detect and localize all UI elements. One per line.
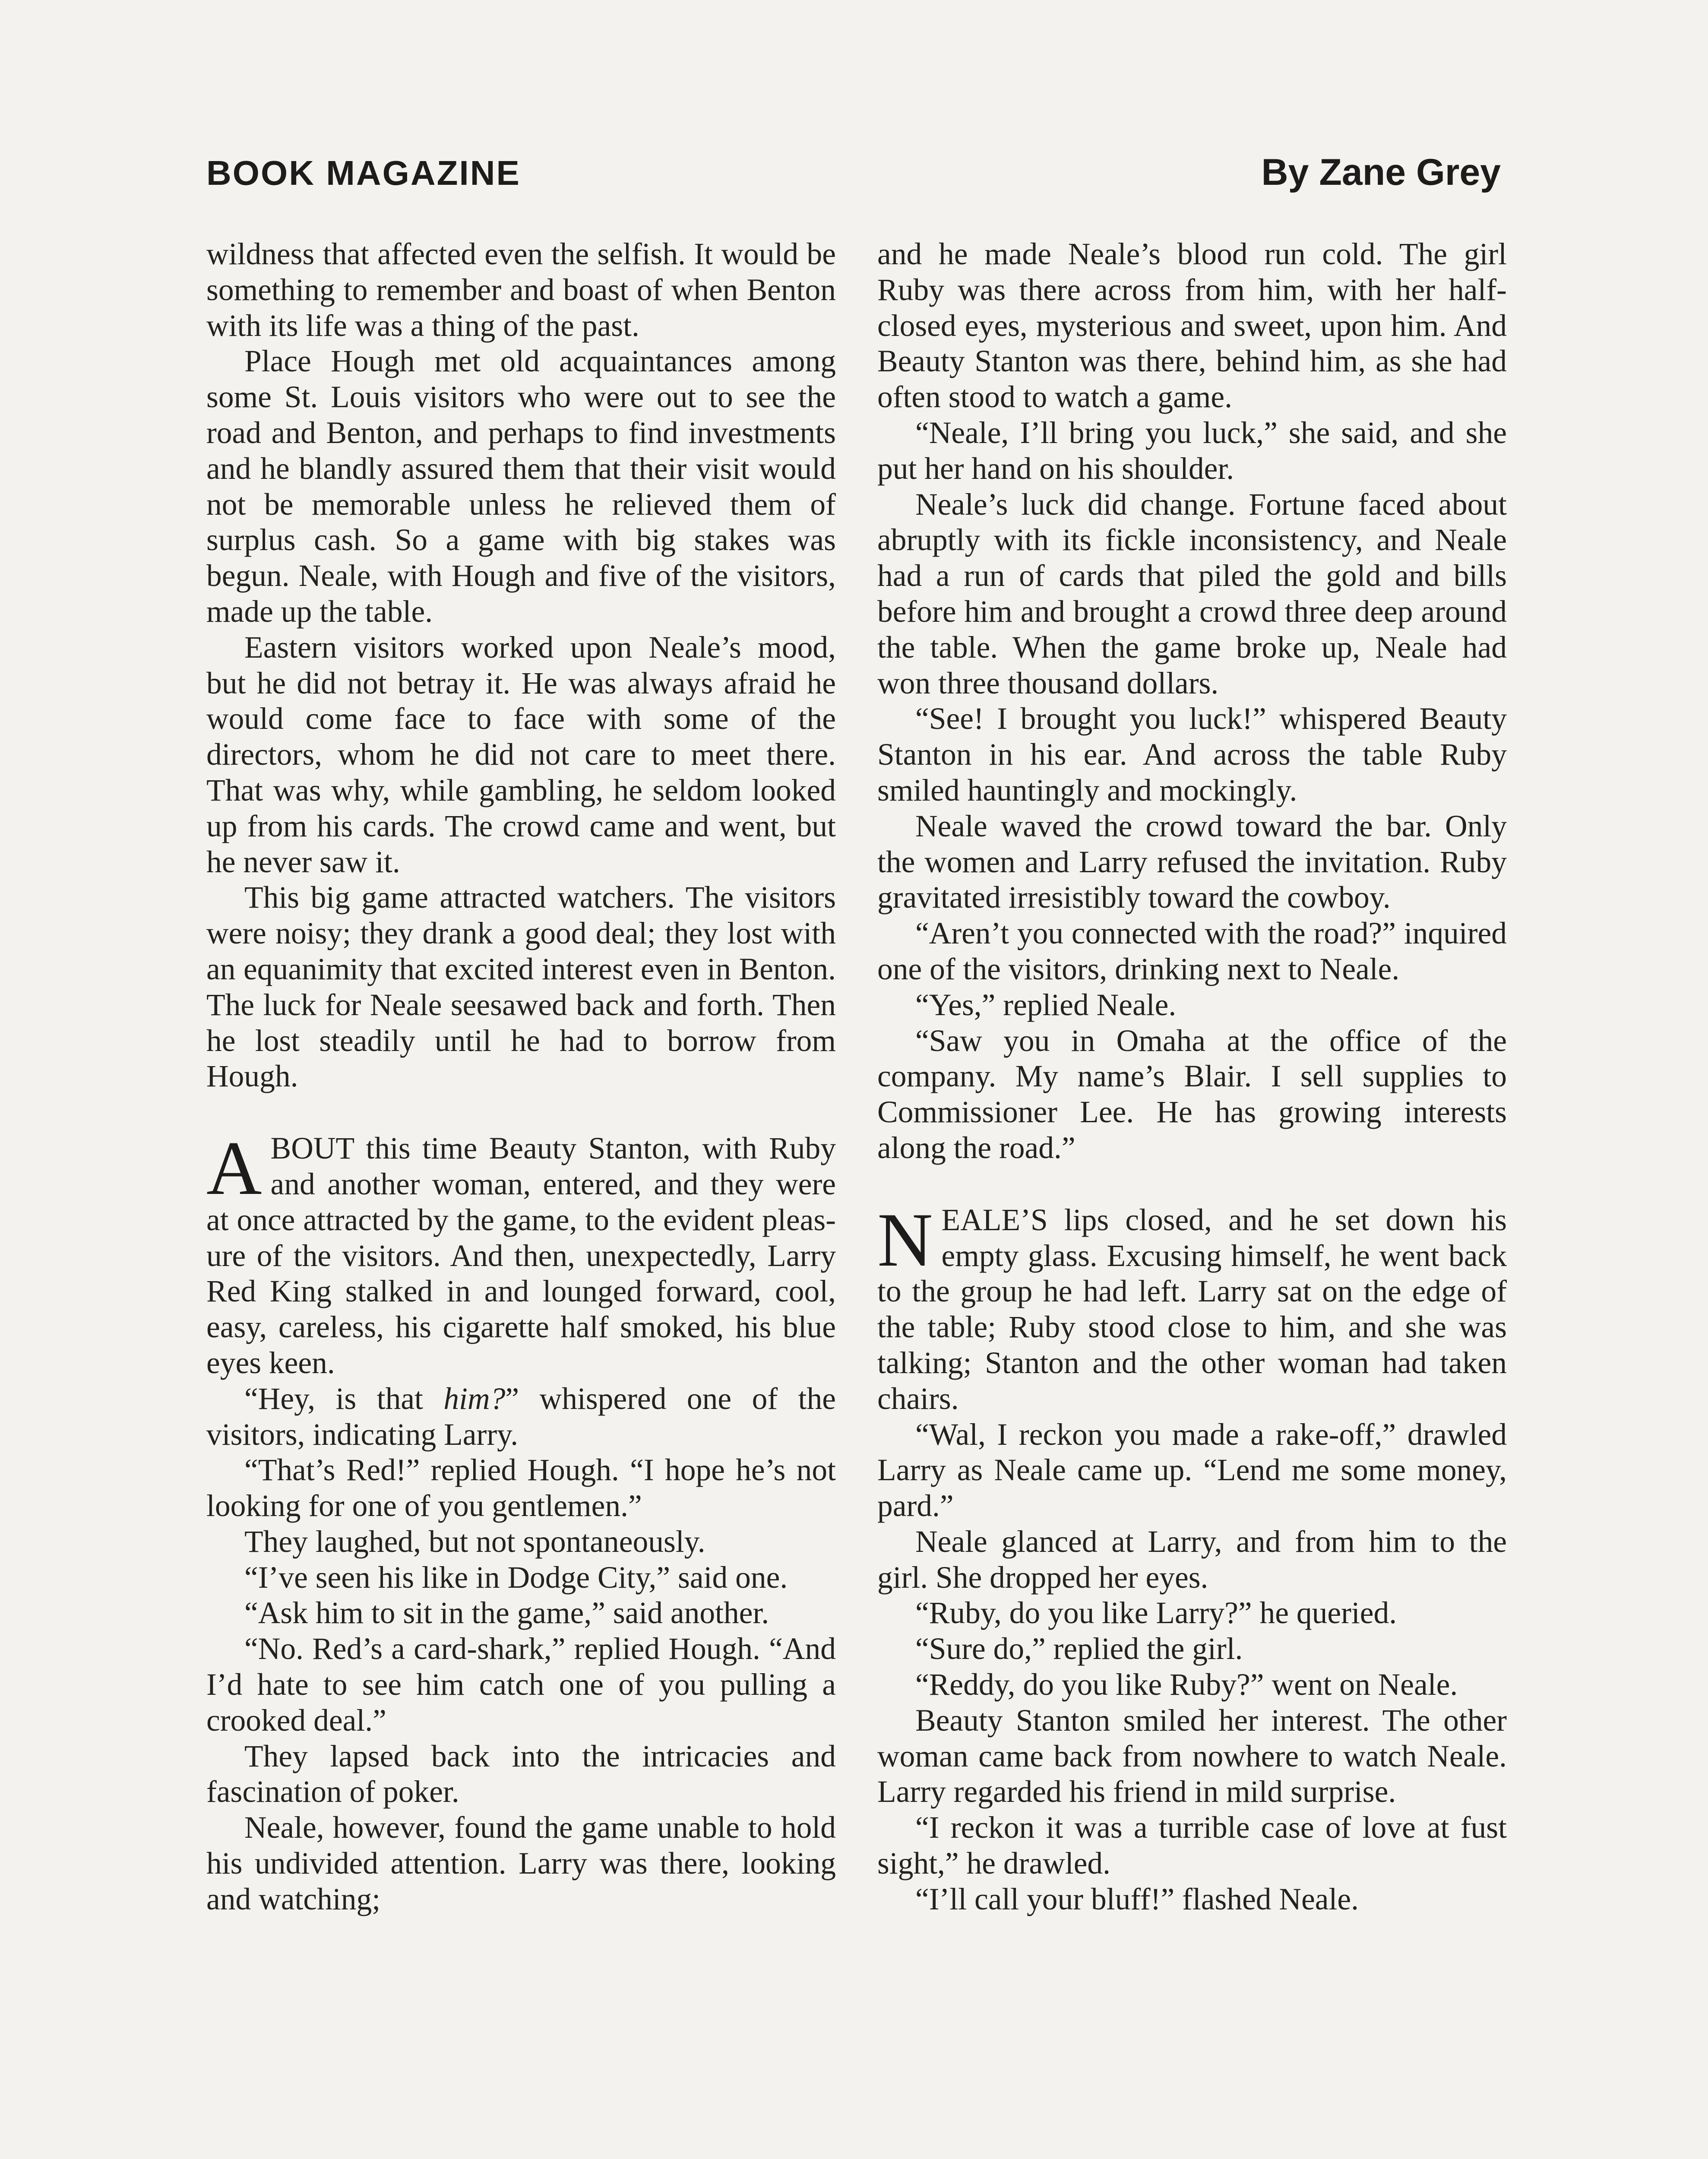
paragraph: “See! I brought you luck!” whispered Beauty Stanton in his ear. And across the table Ruby smiled hauntingly and mockingly. — [877, 702, 1507, 807]
paragraph: “Saw you in Omaha at the office of the company. My name’s Blair. I sell supplies to Commissioner Lee. He has growing interests along the road.” — [877, 1023, 1507, 1165]
author-byline: By Zane Grey — [1261, 152, 1501, 193]
paragraph: Beauty Stanton smiled her interest. The other woman came back from nowhere to watch Neale. Larry regarded his friend in mild surprise. — [877, 1703, 1507, 1809]
left-column — [206, 237, 836, 1918]
paragraph: “I’ll call your bluff!” flashed Neale. — [915, 1882, 1359, 1916]
emphasis: him? — [443, 1381, 506, 1416]
paragraph: This big game attracted watchers. The visitors were noisy; they drank a good deal; they lost with an equanimity that excited interest even in Benton. The luck for Neale seesawed back and forth. Then he lost steadily until he had to borrow from Hough. — [206, 880, 836, 1094]
paragraph: “Yes,” replied Neale. — [915, 988, 1177, 1022]
paragraph: “I’ve seen his like in Dodge City,” said one. — [244, 1560, 788, 1595]
paragraph-text: ” whispered one of the visitors, indicating Larry. — [206, 1381, 836, 1452]
paragraph: “Reddy, do you like Ruby?” went on Neale. — [915, 1668, 1458, 1702]
right-column — [877, 237, 1507, 1918]
paragraph: They lapsed back into the intricacies and fascination of poker. — [206, 1739, 836, 1809]
lead-in: BOUT — [270, 1131, 354, 1166]
paragraph-text: lips closed, and he set down his empty glass. Excusing himself, he went back to the group he had left. Larry sat on the edge of the table; Ruby stood close to him, and she was talking; Stanton and the other woman had taken chairs. — [877, 1203, 1507, 1416]
paragraph: Neale, however, found the game unable to hold his undivided attention. Larry was there, looking and watching; — [206, 1811, 836, 1916]
drop-cap: N — [877, 1197, 933, 1282]
paragraph: and he made Neale’s blood run cold. The girl Ruby was there across from him, with her half-closed eyes, mysterious and sweet, upon him. And Beauty Stanton was there, behind him, as she had often stood to watch a game. — [877, 237, 1507, 415]
paragraph: “That’s Red!” replied Hough. “I hope he’s not looking for one of you gentlemen.” — [206, 1453, 836, 1523]
paragraph: “I reckon it was a turrible case of love at fust sight,” he drawled. — [877, 1811, 1507, 1881]
paragraph: “No. Red’s a card-shark,” replied Hough. “And I’d hate to see him catch one of you pulling a crooked deal.” — [206, 1632, 836, 1738]
paragraph: “Ask him to sit in the game,” said another. — [244, 1596, 769, 1630]
paragraph: Neale’s luck did change. Fortune faced about abruptly with its fickle inconsistency, and Neale had a run of cards that piled the gold and bills before him and brought a crowd three deep around the table. When the game broke up, Neale had won three thousand dollars. — [877, 487, 1507, 700]
section-opening-paragraph — [877, 1197, 1507, 1417]
paragraph-text: “Hey, is that — [244, 1381, 444, 1416]
paragraph: wildness that affected even the selfish. It would be something to remember and boast of when Benton with its life was a thing of the past. — [206, 237, 836, 343]
section-opening-paragraph — [206, 1125, 836, 1381]
paragraph: Neale glanced at Larry, and from him to the girl. She dropped her eyes. — [877, 1524, 1507, 1595]
paragraph: “Ruby, do you like Larry?” he queried. — [915, 1596, 1397, 1630]
running-head — [206, 151, 1501, 194]
paragraph: Place Hough met old acquaintances among some St. Louis visitors who were out to see the road and Benton, and perhaps to find investments and he blandly assured them that their visit would not be memorable unless he relieved them of surplus cash. So a game with big stakes was begun. Neale, with Hough and five of the visitors, made up the table. — [206, 344, 836, 629]
paragraph: “Sure do,” replied the girl. — [915, 1632, 1243, 1666]
paragraph-text: this time Beauty Stanton, with Ruby and another woman, entered, and they were at once attracted by the game, to the evident pleasure of the visitors. And then, unexpectedly, Larry Red King stalked in and lounged forward, cool, easy, careless, his cigarette half smoked, his blue eyes keen. — [206, 1131, 836, 1380]
paragraph — [206, 1381, 836, 1453]
paragraph: “Neale, I’ll bring you luck,” she said, and she put her hand on his shoulder. — [877, 415, 1507, 486]
paragraph: “Aren’t you connected with the road?” inquired one of the visitors, drinking next to Neale. — [877, 916, 1507, 986]
lead-in: EALE’S — [941, 1203, 1048, 1237]
magazine-title: BOOK MAGAZINE — [206, 154, 521, 192]
paragraph: Eastern visitors worked upon Neale’s mood, but he did not betray it. He was always afraid he would come face to face with some of the directors, whom he did not care to meet there. That was why, while gambling, he seldom looked up from his cards. The crowd came and went, but he never saw it. — [206, 630, 836, 879]
drop-cap: A — [206, 1125, 262, 1211]
paragraph: Neale waved the crowd toward the bar. Only the women and Larry refused the invitation. Ruby gravitated irresistibly toward the cowboy. — [877, 809, 1507, 915]
paragraph: “Wal, I reckon you made a rake-off,” drawled Larry as Neale came up. “Lend me some money, pard.” — [877, 1417, 1507, 1523]
paragraph: They laughed, but not spontaneously. — [244, 1524, 705, 1559]
